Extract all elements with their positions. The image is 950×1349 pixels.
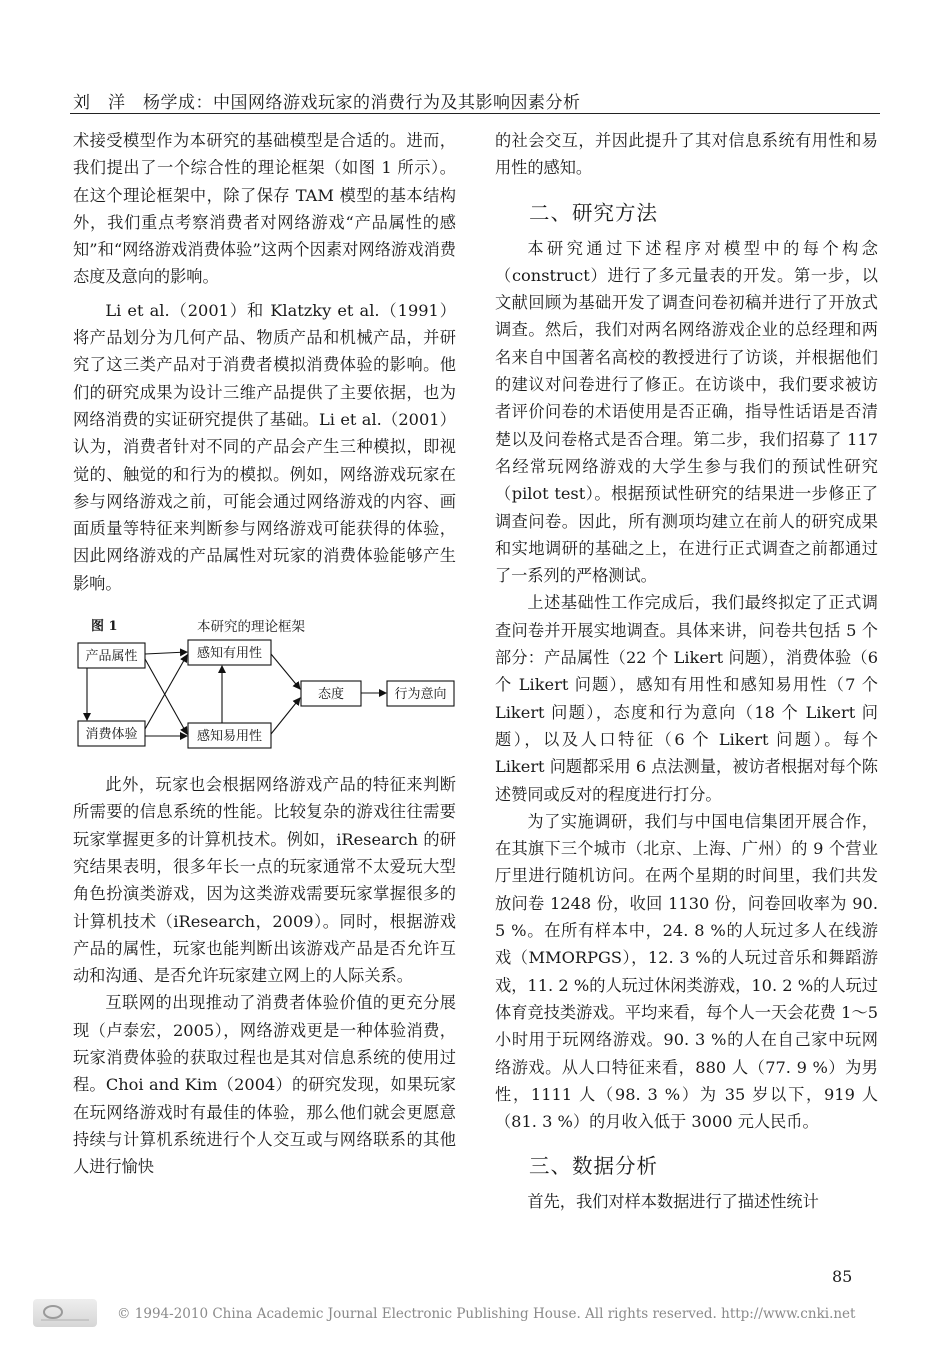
node-consumption-experience-label: 消费体验 <box>85 727 138 743</box>
node-attitude-label: 态度 <box>317 687 345 703</box>
node-perceived-usefulness-label: 感知有用性 <box>196 646 263 662</box>
figure-label: 图 1 <box>91 619 118 635</box>
left-paragraph-2: Li et al.（2001）和 Klatzky et al.（1991）将产品划分为几何产品、物质产品和机械产品，并研究了这三类产品对于消费者模拟消费体验的影响。他们的研究成果为设计三维产品提供了主要依据，也为网络消费的实证研究提供了基础。Li et al.（2001）认为，消费者针对不同的产品会产生三种模拟，即视觉的、触觉的和行为的模拟。例如，网络游戏玩家在参与网络游戏之前，可能会通过网络游戏的内容、画面质量等特征来判断参与网络游戏可能获得的体验，因此网络游戏的产品属性对玩家的消费体验能够产生影响。 <box>73 300 456 593</box>
edge-usefulness-to-attitude <box>271 654 300 689</box>
edge-product-to-usefulness <box>145 652 187 654</box>
footer-copyright: © 1994-2010 China Academic Journal Electronic Publishing House. All rights reserved. http://www.cnki.net <box>117 1306 856 1322</box>
node-product-attribute-label: 产品属性 <box>85 649 138 665</box>
figure-title: 本研究的理论框架 <box>197 619 305 636</box>
section-2-paragraph-1: 本研究通过下述程序对模型中的每个构念（construct）进行了多元量表的开发。第一步，以文献回顾为基础开发了调查问卷初稿并进行了开放式调查。然后，我们对两名网络游戏企业的总经理和两名来自中国著名高校的教授进行了访谈，并根据他们的建议对问卷进行了修正。在访谈中，我们要求被访者评价问卷的术语使用是否正确，指导性话语是否清楚以及问卷格式是否合理。第二步，我们招募了 117 名经常玩网络游戏的大学生参与我们的预试性研究（pilot test）。根据预试性研究的结果进一步修正了调查问卷。因此，所有测项均建立在前人的研究成果和实地调研的基础之上，在进行正式调查之前都通过了一系列的严格测试。 <box>495 238 878 586</box>
edge-product-to-ease <box>145 659 187 734</box>
edge-ease-to-attitude <box>271 698 300 734</box>
left-column <box>73 127 456 1181</box>
node-perceived-usefulness <box>188 640 271 665</box>
right-paragraph-intro: 的社会交互，并因此提升了其对信息系统有用性和易用性的感知。 <box>495 131 878 178</box>
section-2-paragraph-2: 上述基础性工作完成后，我们最终拟定了正式调查问卷并开展实地调查。具体来讲，问卷共包括 5 个部分：产品属性（22 个 Likert 问题），消费体验（6 个 Likert 问题），感知有用性和感知易用性（7 个 Likert 问题），态度和行为意向（18 个 Likert 问题），以及人口特征（6 个 Likert 问题）。每个 Likert 问题都采用 6 点法测量，被访者根据对每个陈述赞同或反对的程度进行打分。 <box>495 593 878 804</box>
node-attitude <box>301 681 361 706</box>
node-perceived-ease-label: 感知易用性 <box>196 729 263 745</box>
node-product-attribute <box>78 643 145 668</box>
edge-experience-to-usefulness <box>145 655 187 729</box>
section-2-heading: 二、研究方法 <box>529 200 658 225</box>
section-3-paragraph-1: 首先，我们对样本数据进行了描述性统计 <box>527 1192 819 1212</box>
section-3-heading: 三、数据分析 <box>529 1154 658 1179</box>
left-paragraph-3: 此外，玩家也会根据网络游戏产品的特征来判断所需要的信息系统的性能。比较复杂的游戏往往需要玩家掌握更多的计算机技术。例如，iResearch 的研究结果表明，很多年长一点的玩家通常不太爱玩大型角色扮演类游戏，因为这类游戏需要玩家掌握很多的计算机技术（iResearch，2009）。同时，根据游戏产品的属性，玩家也能判断出该游戏产品是否允许互动和沟通、是否允许玩家建立网上的人际关系。 <box>73 775 456 986</box>
node-behavior-intention <box>387 681 454 706</box>
header-rule <box>70 113 880 114</box>
right-column <box>495 127 878 1216</box>
running-header: 刘 洋 杨学成：中国网络游戏玩家的消费行为及其影响因素分析 <box>73 93 581 113</box>
page-number: 85 <box>832 1267 853 1286</box>
node-behavior-intention-label: 行为意向 <box>394 687 447 703</box>
node-perceived-ease <box>188 723 271 748</box>
section-2-paragraph-3: 为了实施调研，我们与中国电信集团开展合作，在其旗下三个城市（北京、上海、广州）的 9 个营业厅里进行随机访问。在两个星期的时间里，我们共发放问卷 1248 份，收回 1130 份，问卷回收率为 90. 5 %。在所有样本中，24. 8 %的人玩过多人在线游戏（MMORPGS），12. 3 %的人玩过音乐和舞蹈游戏，11. 2 %的人玩过休闲类游戏，10. 2 %的人玩过体育竞技类游戏。平均来看，每个人一天会花费 1～5 小时用于玩网络游戏。90. 3 %的人在自己家中玩网络游戏。从人口特征来看，880 人（77. 9 %）为男性，1111 人（98. 3 %）为 35 岁以下，919 人（81. 3 %）的月收入低于 3000 元人民币。 <box>495 811 878 1132</box>
left-paragraph-1: 术接受模型作为本研究的基础模型是合适的。进而，我们提出了一个综合性的理论框架（如图 1 所示）。在这个理论框架中，除了保存 TAM 模型的基本结构外，我们重点考察消费者对网络游戏“产品属性的感知”和“网络游戏消费体验”这两个因素对网络游戏消费态度及意向的影响。 <box>73 131 456 287</box>
node-consumption-experience <box>78 721 145 746</box>
framework-diagram <box>73 637 456 763</box>
cnki-logo-icon <box>33 1299 97 1327</box>
left-paragraph-4: 互联网的出现推动了消费者体验价值的更充分展现（卢泰宏，2005），网络游戏更是一种体验消费，玩家消费体验的获取过程也是其对信息系统的使用过程。Choi and Kim（2004）的研究发现，如果玩家在玩网络游戏时有最佳的体验，那么他们就会更愿意持续与计算机系统进行个人交互或与网络联系的其他人进行愉快 <box>73 993 456 1177</box>
figure-1 <box>73 611 456 763</box>
